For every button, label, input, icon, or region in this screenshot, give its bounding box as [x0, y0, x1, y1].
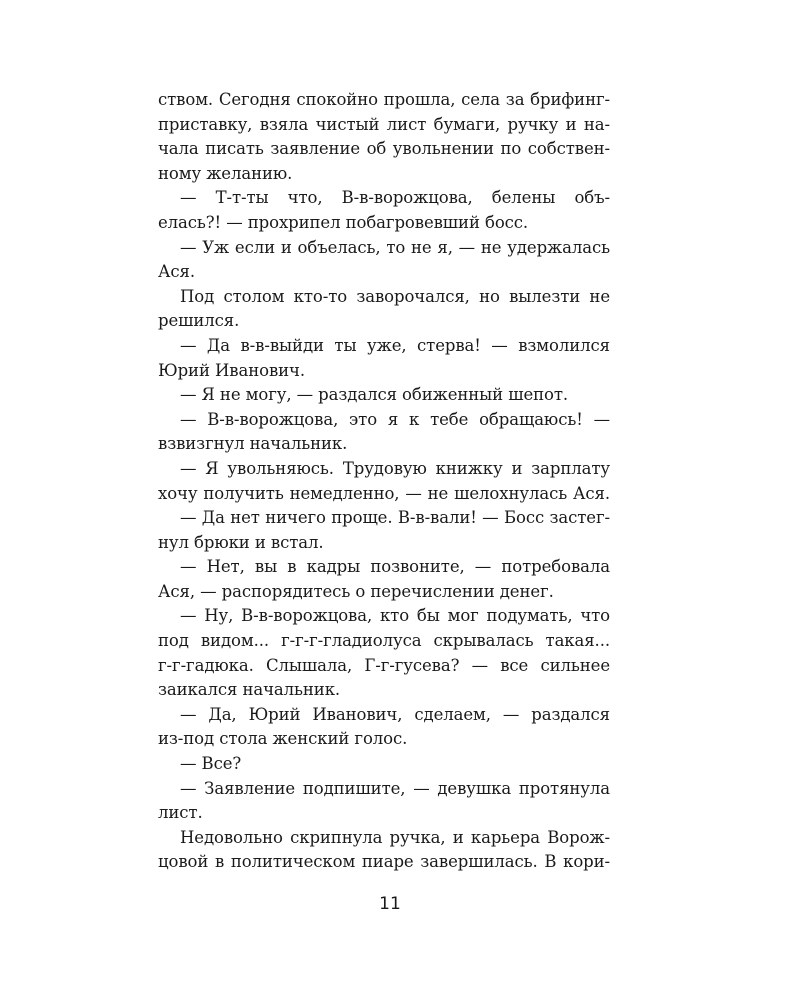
- text-line-4: ному желанию.: [158, 163, 293, 183]
- text-line-26: — Да, Юрий Иванович, сделаем, — раздался: [180, 704, 610, 724]
- text-line-11: — Да в-в-выйди ты уже, стерва! — взмолился: [180, 335, 610, 355]
- text-line-7: — Уж если и объелась, то не я, — не удержалась: [180, 237, 610, 257]
- text-line-25: заикался начальник.: [158, 680, 341, 700]
- text-line-24: г-г-гадюка. Слышала, Г-г-гусева? — все сильнее: [158, 655, 610, 675]
- text-line-20: — Нет, вы в кадры позвоните, — потребовала: [180, 557, 610, 577]
- text-line-28: — Все?: [180, 754, 242, 774]
- text-line-1: ством. Сегодня спокойно прошла, села за брифинг-: [158, 90, 610, 109]
- text-line-3: чала писать заявление об увольнении по собствен-: [158, 139, 610, 159]
- text-line-32: цовой в политическом пиаре завершилась. В кори-: [158, 852, 610, 872]
- text-line-15: взвизгнул начальник.: [158, 434, 348, 454]
- text-line-14: — В-в-ворожцова, это я к тебе обращаюсь! —: [180, 409, 610, 429]
- text-line-23: под видом... г-г-г-гладиолуса скрывалась такая...: [158, 631, 610, 651]
- text-line-13: — Я не могу, — раздался обиженный шепот.: [180, 385, 569, 405]
- text-line-22: — Ну, В-в-ворожцова, кто бы мог подумать, что: [180, 606, 610, 626]
- text-line-19: нул брюки и встал.: [158, 532, 324, 552]
- text-line-18: — Да нет ничего проще. В-в-вали! — Босс застег-: [180, 508, 610, 528]
- text-line-17: хочу получить немедленно, — не шелохнулась Ася.: [158, 483, 610, 503]
- text-line-8: Ася.: [158, 262, 195, 282]
- page-number: 11: [379, 894, 401, 914]
- text-line-9: Под столом кто-то заворочался, но вылезти не: [180, 286, 610, 306]
- text-line-31: Недовольно скрипнула ручка, и карьера Ворож-: [180, 827, 610, 847]
- text-line-27: из-под стола женский голос.: [158, 729, 408, 749]
- text-line-21: Ася, — распорядитесь о перечислении денег.: [158, 581, 554, 601]
- page-body-text: [158, 88, 610, 875]
- text-line-5: — Т-т-ты что, В-в-ворожцова, белены объ-: [180, 188, 610, 208]
- text-line-10: решился.: [158, 311, 240, 331]
- text-line-6: елась?! — прохрипел побагровевший босс.: [158, 212, 529, 232]
- text-line-16: — Я увольняюсь. Трудовую книжку и зарплату: [180, 458, 610, 478]
- text-line-30: лист.: [158, 803, 203, 823]
- text-line-2: приставку, взяла чистый лист бумаги, ручку и на-: [158, 114, 610, 134]
- text-line-29: — Заявление подпишите, — девушка протянула: [180, 778, 610, 798]
- text-line-12: Юрий Иванович.: [158, 360, 305, 380]
